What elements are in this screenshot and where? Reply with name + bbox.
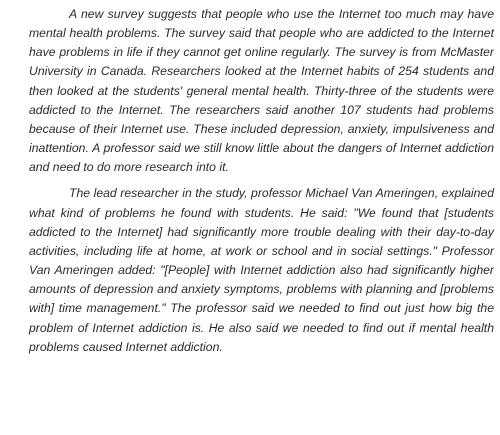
paragraph-2: The lead researcher in the study, professor Michael Van Ameringen, explained what kind of problems he found with students. He said: "We found that [students addicted to the Internet] had significantly more trouble dealing with their day-to-day activities, including life at home, at work or school and in social settings." Professor Van Ameringen added: "[People] with Internet addiction also had significantly higher amounts of depression and anxiety symptoms, problems with planning and [problems with] time management." The professor said we needed to find out just how big the problem of Internet addiction is. He also said we needed to find out if mental health problems caused Internet addiction.	[29, 186, 494, 354]
paragraph-1: A new survey suggests that people who use the Internet too much may have mental health problems. The survey said that people who are addicted to the Internet have problems in life if they cannot get online regularly. The survey is from McMaster University in Canada. Researchers looked at the Internet habits of 254 students and then looked at the students' general mental health. Thirty-three of the students were addicted to the Internet. The researchers said another 107 students had problems because of their Internet use. These included depression, anxiety, impulsiveness and inattention. A professor said we still know little about the dangers of Internet addiction and need to do more research into it.	[29, 7, 494, 175]
